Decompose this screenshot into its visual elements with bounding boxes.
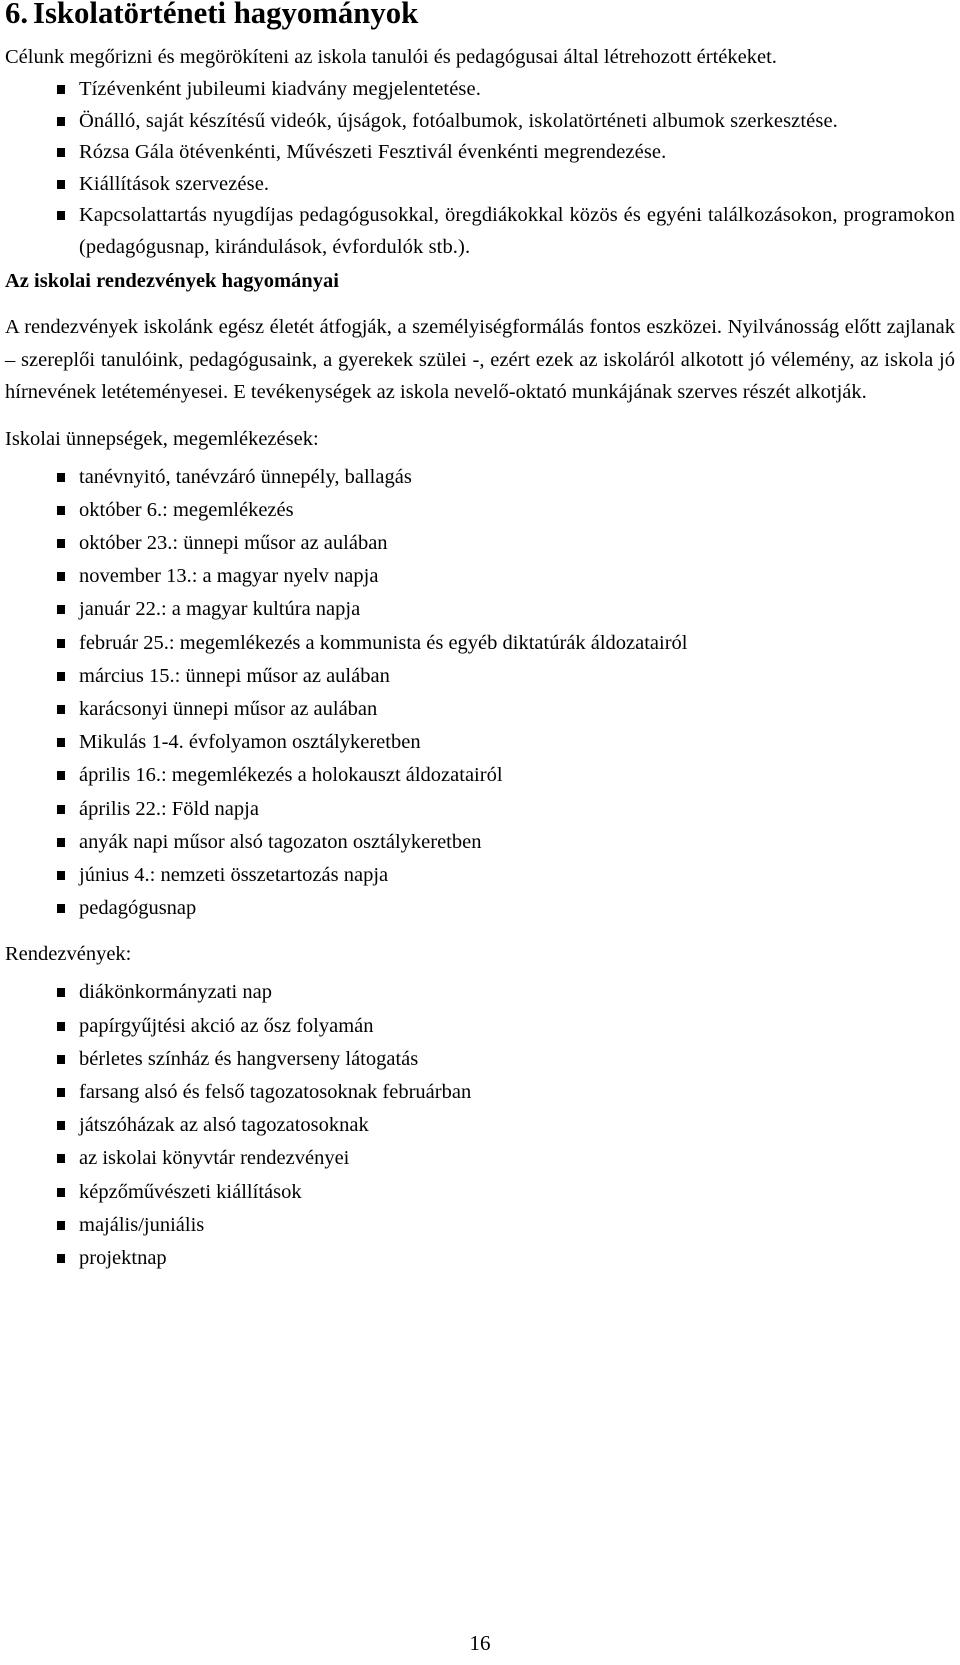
list-item <box>5 106 955 138</box>
square-bullet-icon <box>57 1154 65 1163</box>
list-item-text: március 15.: ünnepi műsor az aulában <box>79 664 390 687</box>
section-title <box>5 0 955 30</box>
list-item <box>5 859 955 892</box>
square-bullet-icon <box>57 473 65 482</box>
list-item-text: november 13.: a magyar nyelv napja <box>79 565 379 588</box>
list-item <box>5 1010 955 1043</box>
list-item <box>5 726 955 759</box>
list-item-text: farsang alsó és felső tagozatosoknak februárban <box>79 1080 472 1103</box>
square-bullet-icon <box>57 672 65 681</box>
list-item-text: karácsonyi ünnepi műsor az aulában <box>79 697 378 720</box>
square-bullet-icon <box>57 180 65 189</box>
square-bullet-icon <box>57 572 65 581</box>
events-heading: Az iskolai rendezvények hagyományai <box>5 270 339 292</box>
square-bullet-icon <box>57 838 65 847</box>
square-bullet-icon <box>57 771 65 780</box>
square-bullet-icon <box>57 211 65 220</box>
list-item <box>5 793 955 826</box>
ceremonies-label: Iskolai ünnepségek, megemlékezések: <box>5 427 319 450</box>
list-item-text: diákönkormányzati nap <box>79 981 272 1004</box>
list-item-text: Kapcsolattartás nyugdíjas pedagógusokkal, öregdiákokkal közös és egyéni találkozásokon, programokon (pedagógusnap, kirándulások, évfordulók stb.). <box>79 204 955 258</box>
page-number: 16 <box>469 1631 491 1655</box>
list-item-text: Tízévenként jubileumi kiadvány megjelentetése. <box>79 78 481 100</box>
list-item-text: anyák napi műsor alsó tagozaton osztálykeretben <box>79 830 482 853</box>
list-item <box>5 976 955 1009</box>
list-item <box>5 1109 955 1142</box>
list-item-text: október 6.: megemlékezés <box>79 498 294 521</box>
document-page <box>5 0 955 1275</box>
list-item-text: április 16.: megemlékezés a holokauszt áldozatairól <box>79 764 503 787</box>
section-number: 6. <box>5 0 29 30</box>
list-item <box>5 494 955 527</box>
events-list <box>5 976 955 1275</box>
list-item <box>5 1176 955 1209</box>
list-item <box>5 1242 955 1275</box>
list-item <box>5 759 955 792</box>
square-bullet-icon <box>57 705 65 714</box>
list-item <box>5 1076 955 1109</box>
tradition-list <box>5 74 955 263</box>
list-item-text: majális/juniális <box>79 1213 205 1236</box>
square-bullet-icon <box>57 1022 65 1031</box>
list-item-text: Önálló, saját készítésű videók, újságok, fotóalbumok, iskolatörténeti albumok szerkesztése. <box>79 109 838 132</box>
list-item <box>5 1209 955 1242</box>
square-bullet-icon <box>57 904 65 913</box>
list-item <box>5 627 955 660</box>
list-item-text: bérletes színház és hangverseny látogatás <box>79 1047 419 1070</box>
list-item <box>5 892 955 925</box>
list-item-text: tanévnyitó, tanévzáró ünnepély, ballagás <box>79 465 412 488</box>
events-paragraph: A rendezvények iskolánk egész életét átfogják, a személyiségformálás fontos eszközei. Nyilvánosság előtt zajlanak – szereplői tanulóink, pedagógusaink, a gyerekek szülei -, ezért ezek az iskoláról alkotott jó vélemény, az iskola jó hírnevének letéteményesei. E tevékenységek az iskola nevelő-oktató munkájának szerves részét alkotják. <box>5 316 955 403</box>
list-item-text: az iskolai könyvtár rendezvényei <box>79 1147 350 1170</box>
list-item-text: papírgyűjtési akció az ősz folyamán <box>79 1014 374 1037</box>
square-bullet-icon <box>57 1221 65 1230</box>
list-item <box>5 826 955 859</box>
list-item <box>5 527 955 560</box>
square-bullet-icon <box>57 85 65 94</box>
list-item <box>5 137 955 169</box>
list-item-text: Rózsa Gála ötévenkénti, Művészeti Fesztivál évenkénti megrendezése. <box>79 141 667 163</box>
square-bullet-icon <box>57 738 65 747</box>
list-item-text: február 25.: megemlékezés a kommunista és egyéb diktatúrák áldozatairól <box>79 631 688 654</box>
list-item-text: április 22.: Föld napja <box>79 797 259 820</box>
square-bullet-icon <box>57 539 65 548</box>
square-bullet-icon <box>57 639 65 648</box>
list-item-text: Kiállítások szervezése. <box>79 172 270 195</box>
list-item-text: képzőművészeti kiállítások <box>79 1180 302 1203</box>
list-item <box>5 200 955 263</box>
square-bullet-icon <box>57 988 65 997</box>
list-item-text: projektnap <box>79 1246 167 1269</box>
list-item <box>5 560 955 593</box>
events-label: Rendezvények: <box>5 943 132 966</box>
square-bullet-icon <box>57 1088 65 1097</box>
square-bullet-icon <box>57 1121 65 1130</box>
list-item <box>5 461 955 494</box>
square-bullet-icon <box>57 605 65 614</box>
square-bullet-icon <box>57 871 65 880</box>
square-bullet-icon <box>57 805 65 814</box>
ceremonies-list <box>5 461 955 926</box>
list-item-text: január 22.: a magyar kultúra napja <box>79 598 361 621</box>
list-item-text: játszóházak az alsó tagozatosoknak <box>79 1114 369 1137</box>
square-bullet-icon <box>57 506 65 515</box>
list-item <box>5 1142 955 1175</box>
square-bullet-icon <box>57 1188 65 1197</box>
square-bullet-icon <box>57 1254 65 1263</box>
square-bullet-icon <box>57 1055 65 1064</box>
list-item-text: Mikulás 1-4. évfolyamon osztálykeretben <box>79 731 421 754</box>
list-item-text: június 4.: nemzeti összetartozás napja <box>79 863 389 886</box>
square-bullet-icon <box>57 148 65 157</box>
list-item <box>5 74 955 106</box>
square-bullet-icon <box>57 117 65 126</box>
list-item-text: október 23.: ünnepi műsor az aulában <box>79 531 388 554</box>
section-title-text: Iskolatörténeti hagyományok <box>33 0 419 30</box>
list-item <box>5 1043 955 1076</box>
list-item <box>5 693 955 726</box>
intro-paragraph: Célunk megőrizni és megörökíteni az iskola tanulói és pedagógusai által létrehozott értékeket. <box>5 46 777 68</box>
list-item <box>5 593 955 626</box>
list-item-text: pedagógusnap <box>79 897 197 920</box>
list-item <box>5 660 955 693</box>
list-item <box>5 169 955 201</box>
